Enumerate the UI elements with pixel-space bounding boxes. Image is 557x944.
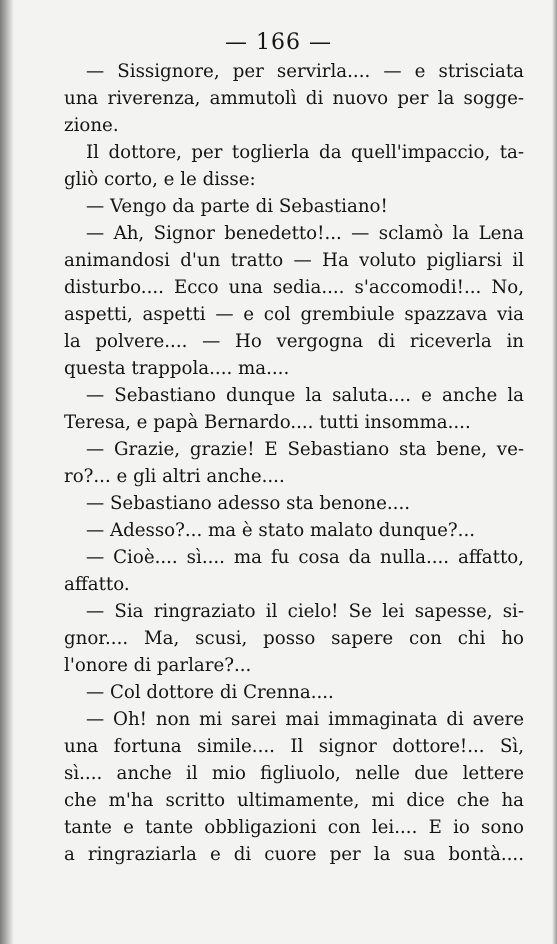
text-line: a ringraziarla e di cuore per la sua bontà.... [64,844,524,865]
text-line: — Sebastiano dunque la saluta.... e anche la [86,385,524,406]
text-line: che m'ha scritto ultimamente, mi dice che ha [64,790,524,811]
text-line: una riverenza, ammutolì di nuovo per la sogge- [64,88,524,109]
text-line: sì.... anche il mio figliuolo, nelle due lettere [64,763,524,784]
text-line: gliò corto, e le disse: [64,169,256,190]
text-line: tante e tante obbligazioni con lei.... E io sono [64,817,524,838]
text-line: — Grazie, grazie! E Sebastiano sta bene, ve- [86,439,524,460]
text-line: affatto. [64,574,130,595]
text-line: — Cioè.... sì.... ma fu cosa da nulla.... affatto, [86,547,524,568]
text-line: — Oh! non mi sarei mai immaginata di avere [86,709,524,730]
text-line: Teresa, e papà Bernardo.... tutti insomma.... [64,412,471,433]
text-line: — Sebastiano adesso sta benone.... [86,493,411,514]
text-line: l'onore di parlare?... [64,655,252,676]
text-line: gnor.... Ma, scusi, posso sapere con chi ho [64,628,524,649]
text-line: aspetti, aspetti — e col grembiule spazzava via [64,304,524,325]
page-text [64,58,524,868]
text-line: Il dottore, per toglierla da quell'impaccio, ta- [86,142,524,163]
text-line: zione. [64,115,119,136]
text-line: ro?... e gli altri anche.... [64,466,285,487]
page-number: — 166 — [225,30,332,55]
text-line: animandosi d'un tratto — Ha voluto pigliarsi il [64,250,524,271]
text-line: — Adesso?... ma è stato malato dunque?... [86,520,476,541]
text-line: — Vengo da parte di Sebastiano! [86,196,388,217]
page-binding-shadow [0,0,14,944]
text-line: — Col dottore di Crenna.... [86,682,334,703]
text-line: disturbo.... Ecco una sedia.... s'accomodi!... No, [64,277,524,298]
text-line: una fortuna simile.... Il signor dottore!... Sì, [64,736,524,757]
page-edge-shadow [552,0,557,944]
text-line: — Sia ringraziato il cielo! Se lei sapesse, si- [86,601,524,622]
text-line: — Ah, Signor benedetto!... — sclamò la Lena [86,223,524,244]
text-line: questa trappola.... ma.... [64,358,290,379]
text-line: la polvere.... — Ho vergogna di riceverla in [64,331,524,352]
text-line: — Sissignore, per servirla.... — e strisciata [86,61,524,82]
